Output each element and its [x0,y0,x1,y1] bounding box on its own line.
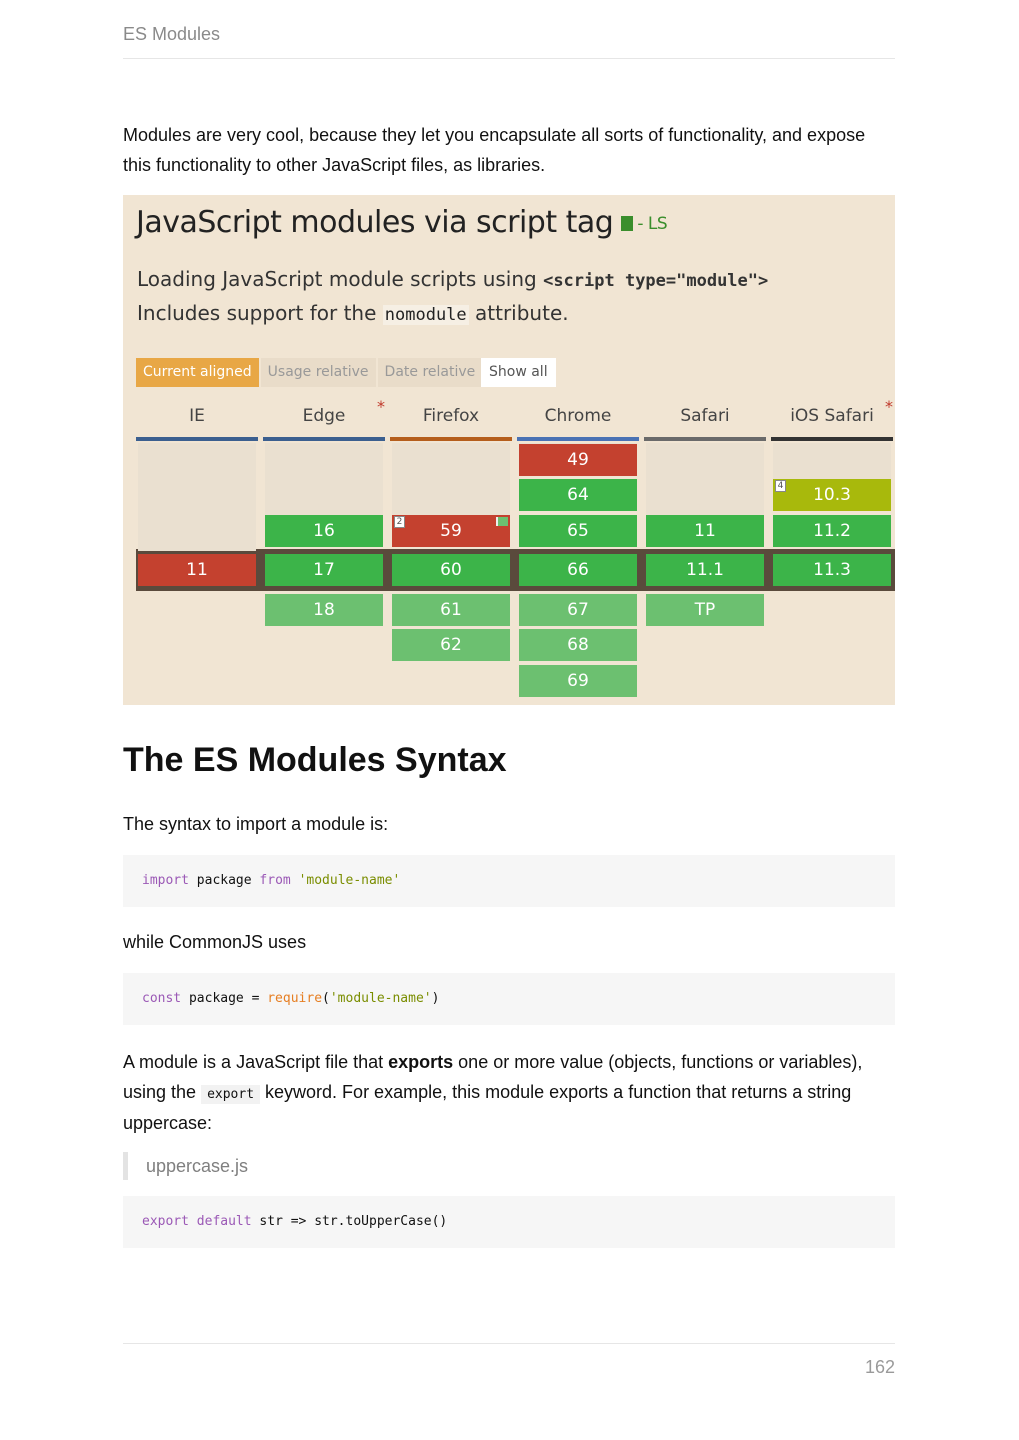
version-cell[interactable] [138,554,256,586]
version-cell[interactable] [519,444,637,476]
code-keyword: const [142,991,182,1006]
code-text: ( [322,991,330,1006]
version-cell[interactable] [392,629,510,661]
code-block-import [123,855,895,907]
version-label: 11.2 [813,520,851,541]
tab-date-relative[interactable]: Date relative [378,358,483,387]
version-cell[interactable] [646,594,764,626]
version-cell[interactable] [265,594,383,626]
browser-column-safari [644,195,766,705]
version-cell[interactable] [646,554,764,586]
desc1-prefix: Loading JavaScript module scripts using [137,267,544,291]
browser-column-chrome [517,195,639,705]
code-text [291,873,299,888]
module-text-bold: exports [388,1052,454,1072]
header-title: ES Modules [123,24,221,44]
browser-color-bar [263,437,385,441]
browser-color-bar [517,437,639,441]
intro-paragraph: Modules are very cool, because they let you encapsulate all sorts of functionality, and expose this functionality to other JavaScript files, as libraries. [123,125,866,175]
version-cell[interactable] [646,515,764,547]
browser-column-ie [136,195,258,705]
empty-support-area [265,443,383,516]
version-label: 68 [567,635,589,655]
import-paragraph: The syntax to import a module is: [123,814,389,834]
browser-name: Safari [680,406,730,426]
flag-icon [496,517,508,526]
version-label: 64 [567,485,589,505]
code-text: str => str.toUpperCase() [251,1214,448,1229]
version-cell[interactable] [519,665,637,697]
version-label: 16 [313,520,335,541]
browser-name: IE [189,406,205,426]
browser-column-ios-safari [771,195,893,705]
module-text-b: one or more value (objects, functions or variables), using the [123,1052,863,1102]
version-label: 69 [567,670,589,691]
version-label: 66 [567,560,589,580]
version-label: 11 [186,560,208,580]
show-all-button[interactable]: Show all [481,358,556,387]
version-cell[interactable] [519,515,637,547]
browser-color-bar [644,437,766,441]
version-cell[interactable] [519,479,637,511]
version-label: 18 [313,599,335,620]
version-label: 60 [440,560,462,580]
version-label: 61 [440,599,462,620]
section-heading: The ES Modules Syntax [123,741,507,779]
page-footer [123,1343,895,1384]
footnote-badge: 2 [394,516,405,528]
empty-support-area [773,443,891,480]
version-label: 11 [694,520,716,541]
code-text: package = [181,991,268,1006]
version-label: TP [694,599,716,620]
version-cell[interactable] [265,554,383,586]
version-cell[interactable] [773,515,891,547]
code-text: ) [431,991,440,1006]
caniuse-title-text: JavaScript modules via script tag [136,205,614,240]
code-block-require [123,973,895,1025]
browser-color-bar [390,437,512,441]
version-cell[interactable] [265,515,383,547]
code-keyword: export [142,1214,189,1229]
version-label: 17 [313,560,335,580]
empty-support-area [646,443,764,516]
version-label: 10.3 [813,485,851,505]
version-cell[interactable] [773,479,891,511]
code-text: package [188,873,260,888]
code-string: 'module-name' [329,991,432,1006]
browser-column-edge [263,195,385,705]
empty-support-area [392,443,510,516]
page-header [123,24,895,59]
desc2-prefix: Includes support for the [137,301,383,325]
version-label: 11.3 [813,560,851,580]
version-cell[interactable] [519,554,637,586]
inline-code-export: export [201,1085,260,1104]
caniuse-screenshot [123,195,895,705]
version-cell[interactable] [392,594,510,626]
caniuse-status: - LS [637,213,668,234]
browser-color-bar [771,437,893,441]
filename-label: uppercase.js [123,1152,248,1180]
code-string: 'module-name' [298,873,401,888]
code-block-export [123,1196,895,1248]
version-label: 65 [567,520,589,541]
commonjs-paragraph: while CommonJS uses [123,932,307,952]
version-label: 49 [567,449,589,470]
module-text-c: keyword. For example, this module exports a function that returns a string uppercase: [123,1081,852,1133]
browser-support-table [123,195,895,705]
browser-name: iOS Safari [790,406,874,426]
browser-name: Firefox [422,406,480,426]
desc1-code: <script type="module"> [543,271,769,291]
browser-name: Chrome [544,406,612,426]
module-text-a: A module is a JavaScript file that [123,1052,389,1072]
code-function: require [267,991,323,1006]
tab-current-aligned[interactable]: Current aligned [136,358,259,387]
version-label: 67 [567,599,589,620]
module-paragraph [123,1048,895,1139]
code-keyword: default [196,1214,252,1229]
browser-name: Edge [302,406,346,426]
asterisk-icon: * [377,397,385,416]
footnote-badge: 4 [775,480,786,492]
version-cell[interactable] [519,629,637,661]
version-label: 62 [440,635,462,655]
browser-color-bar [136,437,258,441]
version-cell[interactable] [773,554,891,586]
version-label: 59 [440,520,462,541]
code-keyword: import [142,873,189,888]
desc2-code: nomodule [384,305,467,325]
version-cell[interactable] [392,554,510,586]
desc2-suffix: attribute. [468,301,569,325]
asterisk-icon: * [885,397,893,416]
version-cell[interactable] [392,515,510,547]
code-keyword: from [259,873,291,888]
empty-support-area [138,443,256,551]
version-cell[interactable] [519,594,637,626]
page-number: 162 [864,1357,895,1377]
version-label: 11.1 [686,560,724,580]
browser-column-firefox [390,195,512,705]
code-text [189,1214,197,1229]
tab-usage-relative[interactable]: Usage relative [261,358,376,387]
